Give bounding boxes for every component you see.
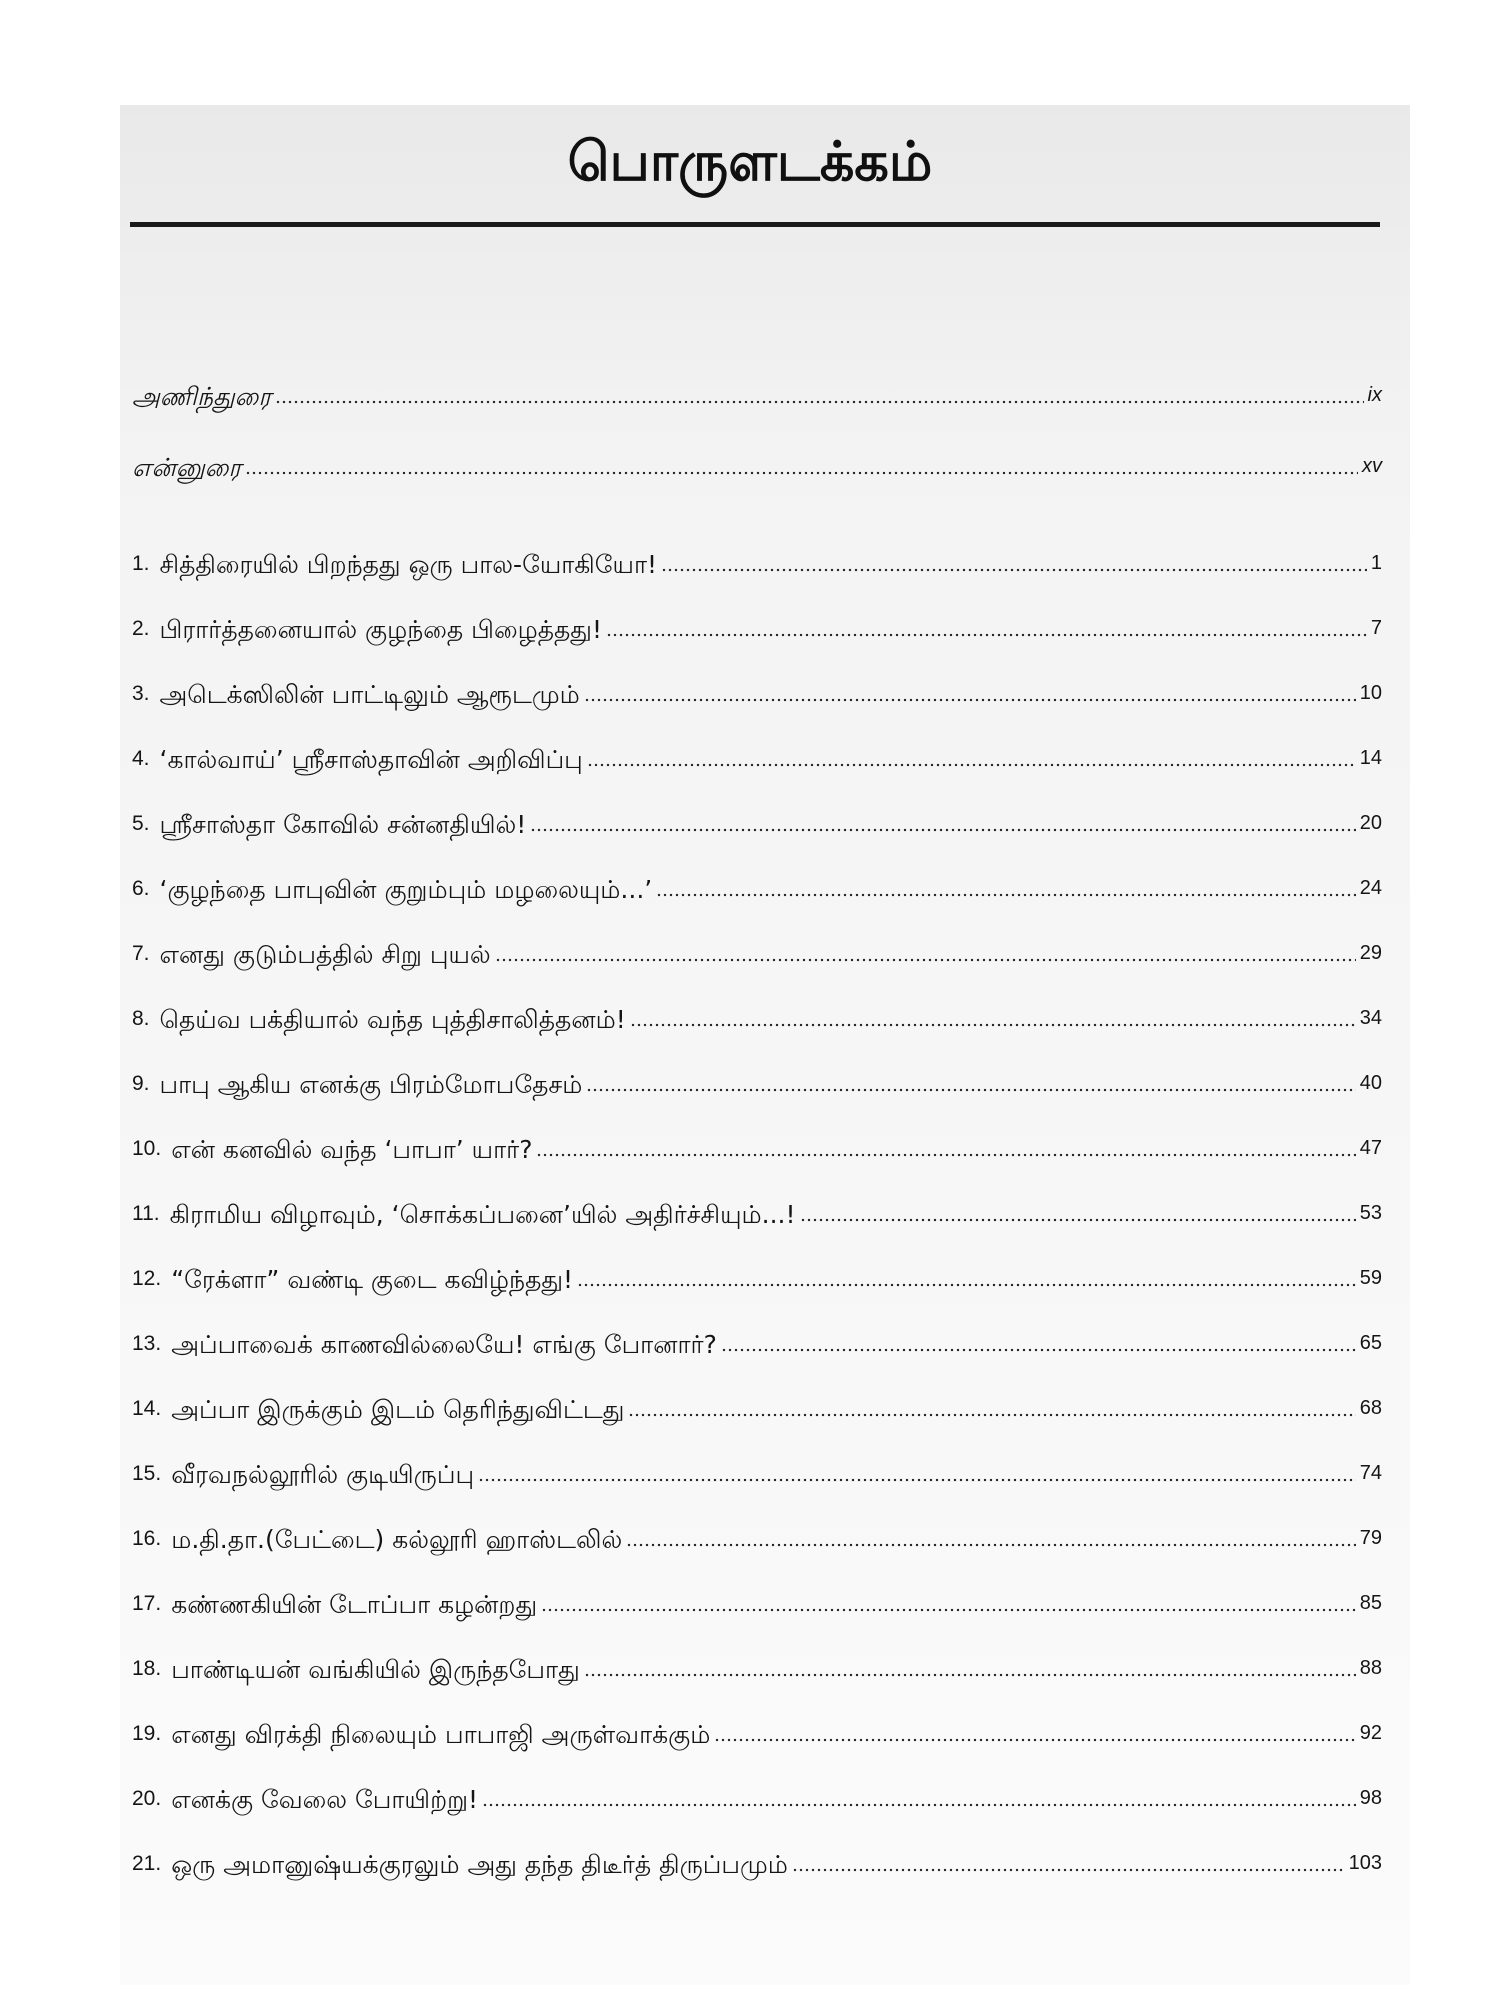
toc-entry-number: 1. [132,552,150,575]
dot-leader [245,470,1358,476]
toc-entry-title: அப்பாவைக் காணவில்லையே! எங்கு போனார்? [171,1330,717,1359]
toc-entry-page: 103 [1348,1852,1382,1874]
dot-leader [630,1022,1356,1028]
toc-entry-number: 4. [132,747,150,770]
toc-entry-page: 79 [1359,1527,1382,1549]
toc-entry-title: வீரவநல்லூரில் குடியிருப்பு [171,1460,475,1489]
toc-entry-number: 18. [132,1657,162,1680]
toc-entry-page: 92 [1359,1722,1382,1744]
toc-entry [132,865,1382,905]
toc-entry-page: 34 [1359,1007,1382,1029]
toc-entry-number: 15. [132,1462,162,1485]
toc-entry-page: 65 [1359,1332,1382,1354]
toc-entry-page: 98 [1359,1787,1382,1809]
toc-entry-page: xv [1362,455,1382,477]
toc-entry-number: 11. [132,1202,160,1225]
toc-entry-number: 20. [132,1787,162,1810]
dot-leader [606,632,1367,638]
page-title: பொருளடக்கம் [567,130,933,193]
toc-entry-number: 17. [132,1592,162,1615]
toc-entry-foreword [132,372,1382,412]
toc-entry [132,1190,1382,1230]
toc-entry-number: 12. [132,1267,162,1290]
toc-entry-number: 16. [132,1527,162,1550]
dot-leader [628,1412,1355,1418]
dot-leader [275,399,1363,405]
toc-entry-page: 40 [1359,1072,1382,1094]
toc-entry [132,735,1382,775]
toc-entry-title: என்னுரை [132,453,242,482]
toc-entry [132,540,1382,580]
toc-entry-number: 10. [132,1137,162,1160]
toc-entry-title: கண்ணகியின் டோப்பா கழன்றது [171,1590,538,1619]
toc-entry-number: 2. [132,617,150,640]
toc-entry-preface [132,443,1382,483]
dot-leader [482,1802,1356,1808]
toc-entry [132,1580,1382,1620]
toc-entry-number: 14. [132,1397,162,1420]
toc-entry-title: எனது குடும்பத்தில் சிறு புயல் [159,940,491,969]
toc-entry-page: 88 [1359,1657,1382,1679]
toc-entry-page: 85 [1359,1592,1382,1614]
dot-leader [721,1347,1356,1353]
toc-entry-title: சித்திரையில் பிறந்தது ஒரு பால-யோகியோ! [159,550,658,579]
toc-entry-page: 1 [1370,552,1382,574]
toc-entry [132,1385,1382,1425]
toc-entry-page: 68 [1359,1397,1382,1419]
toc-entry-number: 19. [132,1722,162,1745]
toc-entry [132,605,1382,645]
toc-entry-page: 74 [1359,1462,1382,1484]
toc-entry-number: 3. [132,682,150,705]
toc-entry-title: என் கனவில் வந்த ‘பாபா’ யார்? [171,1135,533,1164]
dot-leader [478,1477,1356,1483]
dot-leader [800,1217,1356,1223]
dot-leader [661,567,1367,573]
dot-leader [541,1607,1356,1613]
toc-entry-title: “ரேக்ளா” வண்டி குடை கவிழ்ந்தது! [171,1265,574,1294]
toc-entry-number: 6. [132,877,150,900]
toc-entry-title: ம.தி.தா.(பேட்டை) கல்லூரி ஹாஸ்டலில் [171,1525,623,1554]
toc-entry-title: தெய்வ பக்தியால் வந்த புத்திசாலித்தனம்! [159,1005,626,1034]
dot-leader [584,697,1356,703]
dot-leader [530,827,1355,833]
toc-entry [132,800,1382,840]
toc-entry-page: 24 [1359,877,1382,899]
toc-entry-number: 13. [132,1332,162,1355]
toc-entry [132,1775,1382,1815]
toc-entry-page: ix [1367,384,1382,406]
toc-entry-number: 8. [132,1007,150,1030]
toc-entry-page: 53 [1359,1202,1382,1224]
dot-leader [714,1737,1355,1743]
dot-leader [656,892,1356,898]
toc-entry-title: பாண்டியன் வங்கியில் இருந்தபோது [171,1655,580,1684]
dot-leader [586,1087,1355,1093]
toc-entry-title: அப்பா இருக்கும் இடம் தெரிந்துவிட்டது [171,1395,625,1424]
dot-leader [584,1672,1356,1678]
toc-entry-page: 47 [1359,1137,1382,1159]
toc-entry-title: எனக்கு வேலை போயிற்று! [171,1785,479,1814]
toc-entry [132,1320,1382,1360]
toc-entry-page: 10 [1359,682,1382,704]
toc-entry-title: ஒரு அமானுஷ்யக்குரலும் அது தந்த திடீர்த் திருப்பமும் [171,1850,788,1879]
toc-entry [132,1060,1382,1100]
toc-entry-title: பிரார்த்தனையால் குழந்தை பிழைத்தது! [159,615,602,644]
dot-leader [577,1282,1356,1288]
toc-entry-page: 7 [1370,617,1382,639]
toc-entry-title: ஸ்ரீசாஸ்தா கோவில் சன்னதியில்! [159,810,527,839]
toc-entry [132,1450,1382,1490]
dot-leader [626,1542,1356,1548]
toc-entry-number: 7. [132,942,150,965]
toc-entry-page: 29 [1359,942,1382,964]
dot-leader [792,1867,1345,1873]
toc-entry [132,995,1382,1035]
toc-entry [132,1710,1382,1750]
toc-entry-title: கிராமிய விழாவும், ‘சொக்கப்பனை’யில் அதிர்ச்சியும்...! [169,1200,796,1229]
toc-entry-page: 20 [1359,812,1382,834]
dot-leader [536,1152,1355,1158]
toc-entry [132,670,1382,710]
toc-entry-title: அணிந்துரை [132,382,272,411]
toc-entry [132,1255,1382,1295]
toc-entry-page: 59 [1359,1267,1382,1289]
toc-entry-title: ‘கால்வாய்’ ஸ்ரீசாஸ்தாவின் அறிவிப்பு [159,745,583,774]
toc-entry [132,1515,1382,1555]
toc-entry-number: 21. [132,1852,162,1875]
toc-entry-title: எனது விரக்தி நிலையும் பாபாஜி அருள்வாக்கும் [171,1720,711,1749]
dot-leader [495,957,1356,963]
toc-entry-number: 5. [132,812,150,835]
toc-entry-title: அடெக்ஸிலின் பாட்டிலும் ஆரூடமும் [159,680,580,709]
toc-entry [132,1645,1382,1685]
toc-entry-title: ‘குழந்தை பாபுவின் குறும்பும் மழலையும்...’ [159,875,653,904]
dot-leader [587,762,1356,768]
toc-entry-page: 14 [1359,747,1382,769]
toc-entry [132,1840,1382,1880]
toc-entry [132,930,1382,970]
toc-entry [132,1125,1382,1165]
toc-entry-number: 9. [132,1072,150,1095]
toc-entry-title: பாபு ஆகிய எனக்கு பிரம்மோபதேசம் [159,1070,583,1099]
